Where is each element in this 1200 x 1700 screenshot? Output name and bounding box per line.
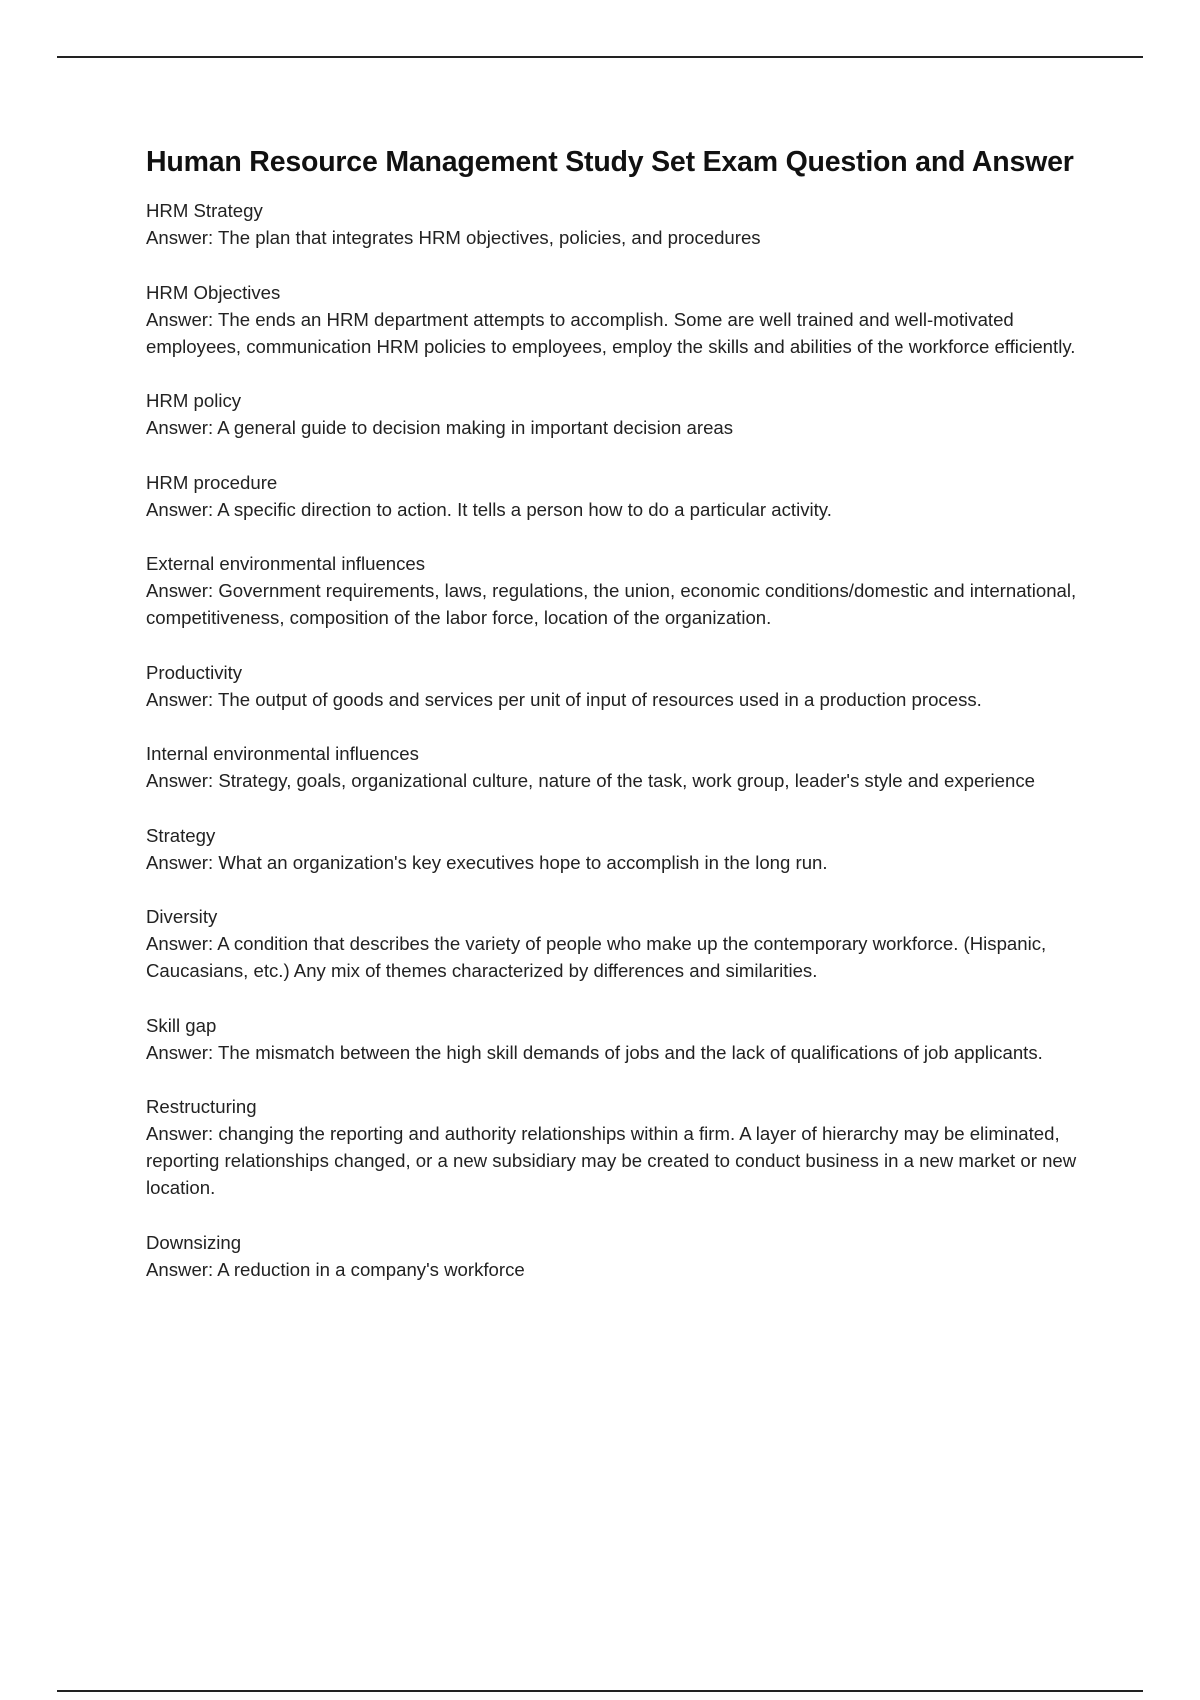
document-body [146, 146, 1086, 1310]
answer-text: Answer: A reduction in a company's workforce [146, 1258, 525, 1280]
answer-text: Answer: What an organization's key executives hope to accomplish in the long run. [146, 851, 828, 873]
answer-text: Answer: The plan that integrates HRM objectives, policies, and procedures [146, 227, 761, 248]
qa-item [146, 469, 1086, 523]
question-term: External environmental influences [146, 553, 426, 574]
question-term: Productivity [146, 661, 243, 683]
qa-item [146, 903, 1086, 984]
qa-item [146, 197, 1086, 251]
qa-item [146, 822, 1086, 876]
question-term: HRM Strategy [146, 200, 263, 221]
answer-text: Answer: Government requirements, laws, regulations, the union, economic conditions/domestic and international, competitiveness, composition of the labor force, location of the organization. [146, 580, 1077, 628]
answer-text: Answer: changing the reporting and authority relationships within a firm. A layer of hierarchy may be eliminated, reporting relationships changed, or a new subsidiary may be created to conduct business in a new market or new location. [146, 1123, 1077, 1198]
question-term: HRM Objectives [146, 281, 281, 303]
question-term: Downsizing [146, 1231, 242, 1253]
question-term: Strategy [146, 824, 216, 846]
answer-text: Answer: A specific direction to action. It tells a person how to do a particular activity. [146, 498, 832, 520]
answer-text: Answer: A general guide to decision making in important decision areas [146, 417, 734, 438]
qa-item [146, 279, 1086, 360]
answer-text: Answer: The ends an HRM department attempts to accomplish. Some are well trained and well-motivated employees, communication HRM policies to employees, employ the skills and abilities of the workforce efficiently. [146, 308, 1076, 357]
answer-text: Answer: The output of goods and services per unit of input of resources used in a production process. [146, 688, 982, 710]
question-term: HRM policy [146, 390, 242, 411]
answer-text: Answer: The mismatch between the high skill demands of jobs and the lack of qualifications of job applicants. [146, 1041, 1043, 1063]
qa-item [146, 740, 1086, 794]
answer-text: Answer: Strategy, goals, organizational culture, nature of the task, work group, leader's style and experience [146, 770, 1035, 791]
qa-item [146, 1229, 1086, 1283]
answer-text: Answer: A condition that describes the variety of people who make up the contemporary workforce. (Hispanic, Caucasians, etc.) Any mix of themes characterized by differences and similarities. [146, 933, 1047, 981]
question-term: HRM procedure [146, 471, 278, 493]
header-rule [57, 56, 1143, 58]
question-term: Internal environmental influences [146, 743, 419, 764]
qa-item [146, 659, 1086, 713]
qa-item [146, 550, 1086, 631]
qa-item [146, 1093, 1086, 1201]
question-term: Restructuring [146, 1096, 257, 1117]
document-title: Human Resource Management Study Set Exam Question and Answer [146, 146, 1074, 178]
qa-item [146, 387, 1086, 441]
question-term: Diversity [146, 906, 218, 927]
question-term: Skill gap [146, 1014, 217, 1036]
qa-item [146, 1012, 1086, 1066]
footer-rule [57, 1690, 1143, 1692]
